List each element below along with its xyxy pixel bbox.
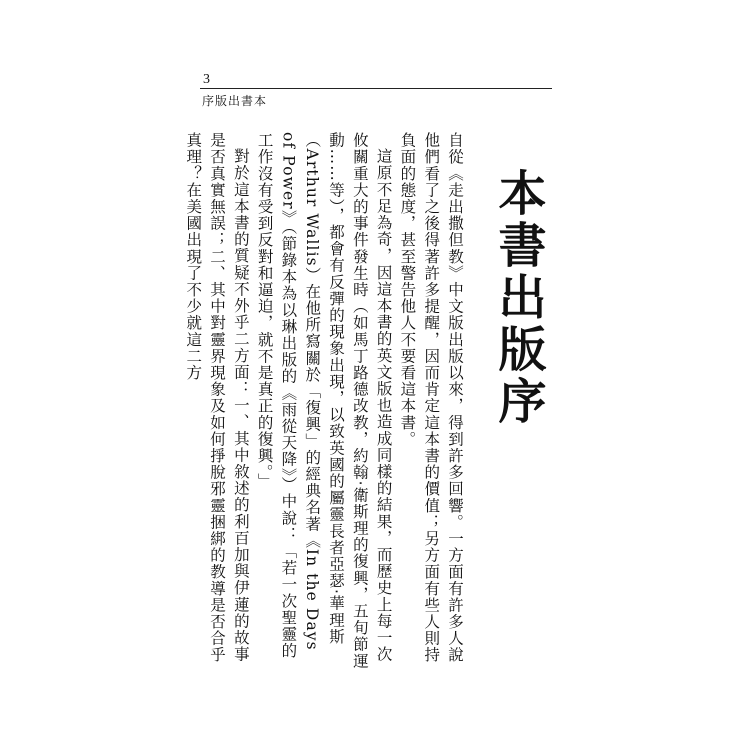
header-rule [200,88,552,89]
body-text [184,132,466,672]
page-number: 3 [203,72,210,87]
paragraph-2: 這原不足為奇，因這本書的英文版也造成同樣的結果，而歷史上每一次攸關重大的事件發生時（如馬丁路德改教，約翰‧衛斯理的復興，五旬節運動……等），都會有反彈的現象出現，以致英國的屬靈長者亞瑟‧華理斯（Arthur Wallis）在他所寫關於「復興」的經典名著《In the Days of Power》（節錄本為以琳出版的《雨從天降》）中說：「若一次聖靈的工作沒有受到反對和逼迫，就不是真正的復興。」 [255,132,393,670]
chapter-title: 本書出版序 [490,168,546,428]
paragraph-3: 對於這本書的質疑不外乎二方面：一、其中敘述的利百加與伊蓮的故事是否真實無誤；二、其中對靈界現象及如何掙脫邪靈捆綁的教導是否合乎真理？在美國出現了不少就這二方 [184,132,250,664]
paragraph-1: 自從《走出撒但教》中文版出版以來，得到許多回響。一方面有許多人說他們看了之後得著許多提醒，因而肯定這本書的價值；另方面有些人則持負面的態度，甚至警告他人不要看這本書。 [398,132,464,664]
running-head: 序版出書本 [202,94,268,108]
